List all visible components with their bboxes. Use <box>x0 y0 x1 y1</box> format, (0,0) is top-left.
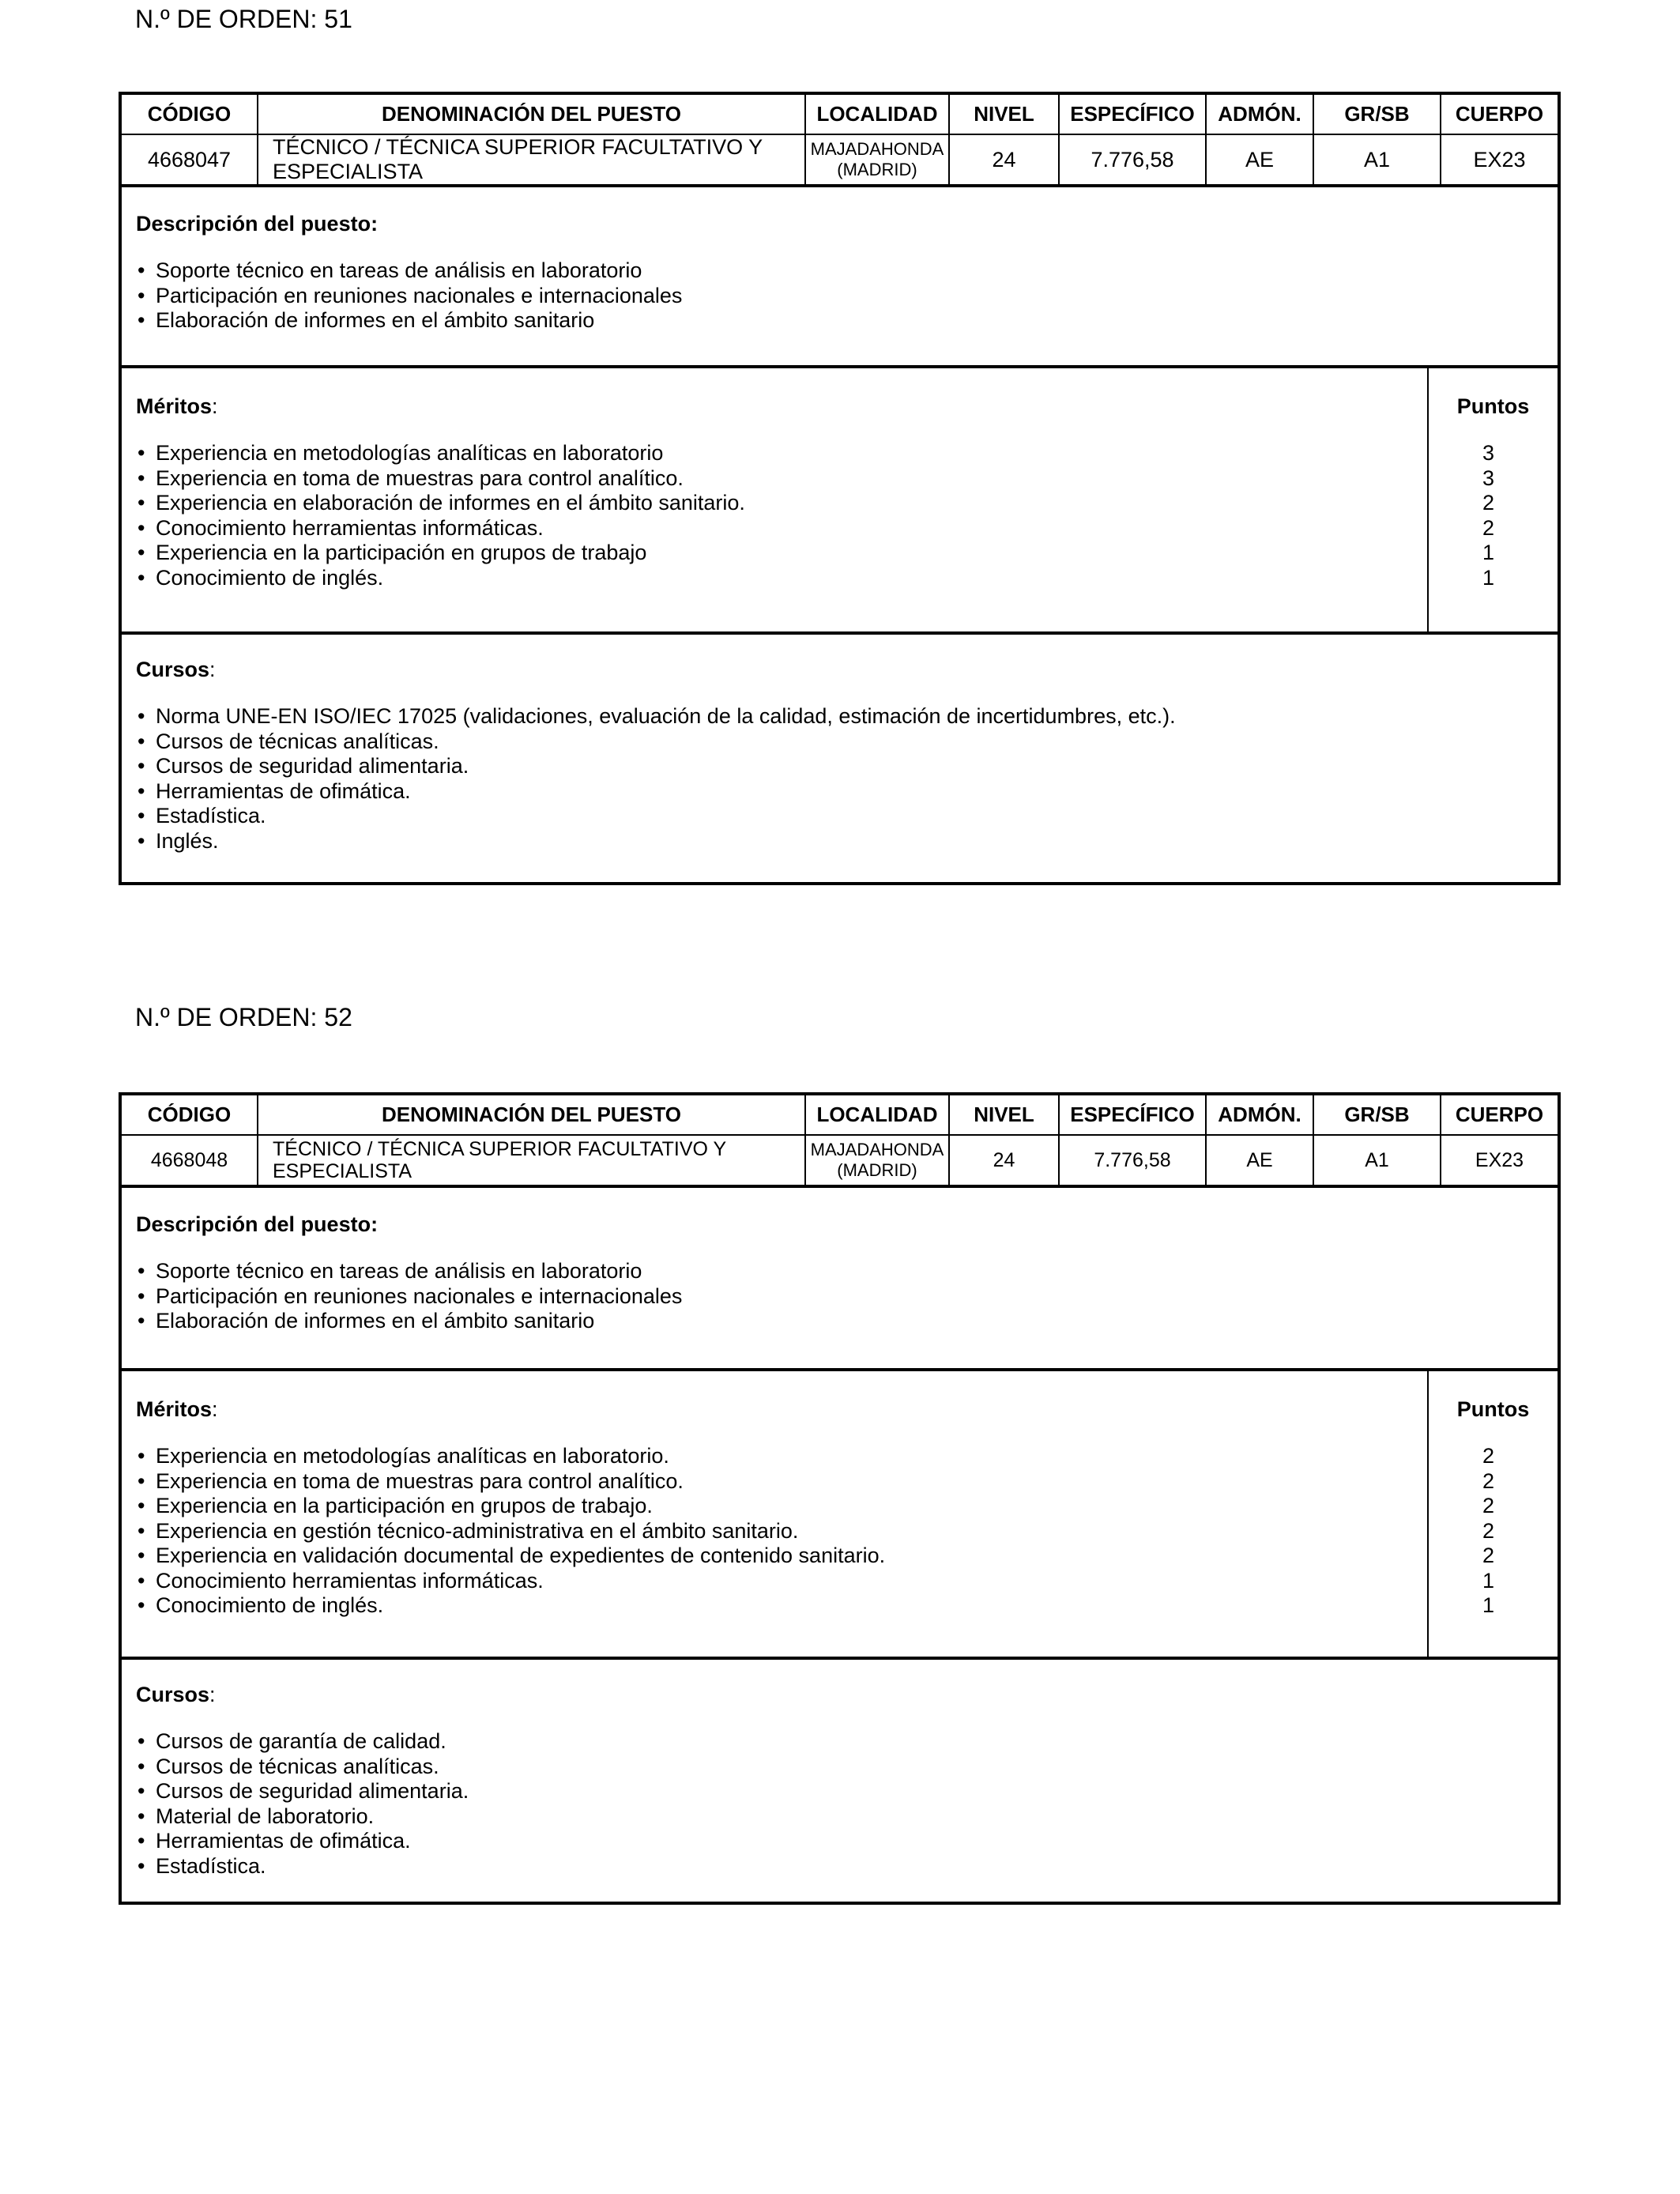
puntos-value: 3 <box>1482 441 1495 465</box>
puntos-value: 2 <box>1482 1468 1495 1493</box>
descripcion-list <box>136 1259 1558 1334</box>
list-item: • Experiencia en validación documental de expedientes de contenido sanitario. <box>136 1544 1427 1569</box>
list-item: • Participación en reuniones nacionales e internacionales <box>136 1284 1558 1310</box>
meritos-heading: Méritos: <box>136 394 218 418</box>
list-item: • Cursos de seguridad alimentaria. <box>136 754 1558 779</box>
cursos-section <box>122 1657 1558 1879</box>
job-summary-table <box>122 95 1558 184</box>
list-item: • Cursos de técnicas analíticas. <box>136 1755 1558 1780</box>
orden-number: 52 <box>324 1003 352 1031</box>
puntos-heading: Puntos <box>1456 1397 1530 1421</box>
denominacion-line: ESPECIALISTA <box>273 1160 412 1182</box>
orden-prefix: N.º DE ORDEN: <box>135 1003 318 1031</box>
cursos-list <box>136 704 1558 854</box>
list-item: • Cursos de técnicas analíticas. <box>136 729 1558 755</box>
localidad-cell <box>805 134 949 184</box>
puntos-value: 1 <box>1482 565 1495 590</box>
list-item: • Experiencia en toma de muestras para control analítico. <box>136 466 1427 492</box>
descripcion-section <box>122 184 1558 365</box>
denominacion-cell <box>258 1135 805 1185</box>
admon-cell: AE <box>1206 1135 1313 1185</box>
puntos-value: 2 <box>1482 491 1495 515</box>
list-item: • Inglés. <box>136 829 1558 854</box>
puntos-list <box>1429 1444 1558 1619</box>
cuerpo-cell: EX23 <box>1441 134 1558 184</box>
orden-title <box>135 1001 352 1033</box>
orden-prefix: N.º DE ORDEN: <box>135 5 318 33</box>
grsb-cell: A1 <box>1313 1135 1441 1185</box>
job-summary-table <box>122 1095 1558 1185</box>
list-item: • Material de laboratorio. <box>136 1804 1558 1830</box>
header-codigo: CÓDIGO <box>122 1095 258 1135</box>
cursos-list <box>136 1729 1558 1879</box>
list-item: • Experiencia en toma de muestras para control analítico. <box>136 1469 1427 1495</box>
especifico-cell: 7.776,58 <box>1059 1135 1206 1185</box>
especifico-cell: 7.776,58 <box>1059 134 1206 184</box>
denominacion-line: ESPECIALISTA <box>273 160 424 183</box>
list-item: • Conocimiento herramientas informáticas. <box>136 1569 1427 1594</box>
puntos-value: 2 <box>1482 1444 1495 1468</box>
list-item: • Herramientas de ofimática. <box>136 779 1558 805</box>
header-nivel: NIVEL <box>949 1095 1059 1135</box>
list-item: • Conocimiento de inglés. <box>136 1593 1427 1619</box>
header-especifico: ESPECÍFICO <box>1059 1095 1206 1135</box>
localidad-line: MAJADAHONDA <box>810 1140 944 1159</box>
list-item: • Experiencia en gestión técnico-administrativa en el ámbito sanitario. <box>136 1519 1427 1544</box>
header-cuerpo: CUERPO <box>1441 1095 1558 1135</box>
header-especifico: ESPECÍFICO <box>1059 95 1206 134</box>
cursos-section <box>122 631 1558 854</box>
meritos-list <box>136 1444 1427 1619</box>
puntos-value: 2 <box>1482 1544 1495 1567</box>
localidad-line: (MADRID) <box>837 160 917 179</box>
puntos-value: 1 <box>1482 1593 1495 1617</box>
list-item: • Experiencia en la participación en grupos de trabajo. <box>136 1494 1427 1519</box>
header-row <box>122 95 1558 134</box>
descripcion-list <box>136 258 1558 334</box>
list-item: • Conocimiento de inglés. <box>136 566 1427 591</box>
header-admon: ADMÓN. <box>1206 95 1313 134</box>
header-admon: ADMÓN. <box>1206 1095 1313 1135</box>
localidad-line: (MADRID) <box>837 1160 917 1180</box>
cursos-heading: Cursos: <box>136 1683 216 1706</box>
list-item: • Elaboración de informes en el ámbito sanitario <box>136 1309 1558 1334</box>
job-table <box>119 92 1561 885</box>
list-item: • Cursos de garantía de calidad. <box>136 1729 1558 1755</box>
puntos-heading: Puntos <box>1456 394 1530 418</box>
header-grsb: GR/SB <box>1313 95 1441 134</box>
denominacion-line: TÉCNICO / TÉCNICA SUPERIOR FACULTATIVO Y <box>273 1138 727 1160</box>
descripcion-heading: Descripción del puesto: <box>136 212 379 236</box>
list-item: • Experiencia en elaboración de informes en el ámbito sanitario. <box>136 491 1427 516</box>
list-item: • Cursos de seguridad alimentaria. <box>136 1779 1558 1804</box>
codigo-cell: 4668048 <box>122 1135 258 1185</box>
list-item: • Soporte técnico en tareas de análisis en laboratorio <box>136 1259 1558 1284</box>
puntos-column <box>1427 1371 1558 1657</box>
grsb-cell: A1 <box>1313 134 1441 184</box>
header-grsb: GR/SB <box>1313 1095 1441 1135</box>
descripcion-section <box>122 1185 1558 1368</box>
orden-number: 51 <box>324 5 352 33</box>
list-item: • Elaboración de informes en el ámbito sanitario <box>136 308 1558 334</box>
codigo-cell: 4668047 <box>122 134 258 184</box>
nivel-cell: 24 <box>949 134 1059 184</box>
list-item: • Soporte técnico en tareas de análisis en laboratorio <box>136 258 1558 284</box>
list-item: • Estadística. <box>136 804 1558 829</box>
cuerpo-cell: EX23 <box>1441 1135 1558 1185</box>
admon-cell: AE <box>1206 134 1313 184</box>
header-row <box>122 1095 1558 1135</box>
list-item: • Herramientas de ofimática. <box>136 1829 1558 1854</box>
puntos-value: 2 <box>1482 1494 1495 1517</box>
list-item: • Experiencia en metodologías analíticas en laboratorio <box>136 441 1427 466</box>
cursos-heading: Cursos: <box>136 658 216 681</box>
puntos-value: 1 <box>1482 1568 1495 1593</box>
puntos-value: 1 <box>1482 541 1495 564</box>
meritos-heading: Méritos: <box>136 1397 218 1421</box>
data-row <box>122 134 1558 184</box>
header-localidad: LOCALIDAD <box>805 1095 949 1135</box>
header-cuerpo: CUERPO <box>1441 95 1558 134</box>
descripcion-heading: Descripción del puesto: <box>136 1212 379 1236</box>
nivel-cell: 24 <box>949 1135 1059 1185</box>
list-item: • Participación en reuniones nacionales e internacionales <box>136 284 1558 309</box>
puntos-column <box>1427 368 1558 631</box>
meritos-list <box>136 441 1427 590</box>
data-row <box>122 1135 1558 1185</box>
header-codigo: CÓDIGO <box>122 95 258 134</box>
list-item: • Experiencia en la participación en grupos de trabajo <box>136 541 1427 566</box>
meritos-section <box>122 365 1558 631</box>
localidad-cell <box>805 1135 949 1185</box>
orden-title <box>135 3 352 35</box>
header-nivel: NIVEL <box>949 95 1059 134</box>
puntos-value: 2 <box>1482 515 1495 540</box>
localidad-line: MAJADAHONDA <box>810 139 944 159</box>
header-localidad: LOCALIDAD <box>805 95 949 134</box>
puntos-value: 2 <box>1482 1518 1495 1543</box>
job-table <box>119 1092 1561 1905</box>
denominacion-line: TÉCNICO / TÉCNICA SUPERIOR FACULTATIVO Y <box>273 135 763 159</box>
list-item: • Conocimiento herramientas informáticas. <box>136 516 1427 541</box>
puntos-list <box>1429 441 1558 590</box>
denominacion-cell <box>258 134 805 184</box>
puntos-value: 3 <box>1482 466 1495 490</box>
list-item: • Estadística. <box>136 1854 1558 1879</box>
meritos-section <box>122 1368 1558 1657</box>
header-denominacion: DENOMINACIÓN DEL PUESTO <box>258 1095 805 1135</box>
header-denominacion: DENOMINACIÓN DEL PUESTO <box>258 95 805 134</box>
list-item: • Experiencia en metodologías analíticas en laboratorio. <box>136 1444 1427 1469</box>
list-item: • Norma UNE-EN ISO/IEC 17025 (validaciones, evaluación de la calidad, estimación de incertidumbres, etc.). <box>136 704 1558 729</box>
